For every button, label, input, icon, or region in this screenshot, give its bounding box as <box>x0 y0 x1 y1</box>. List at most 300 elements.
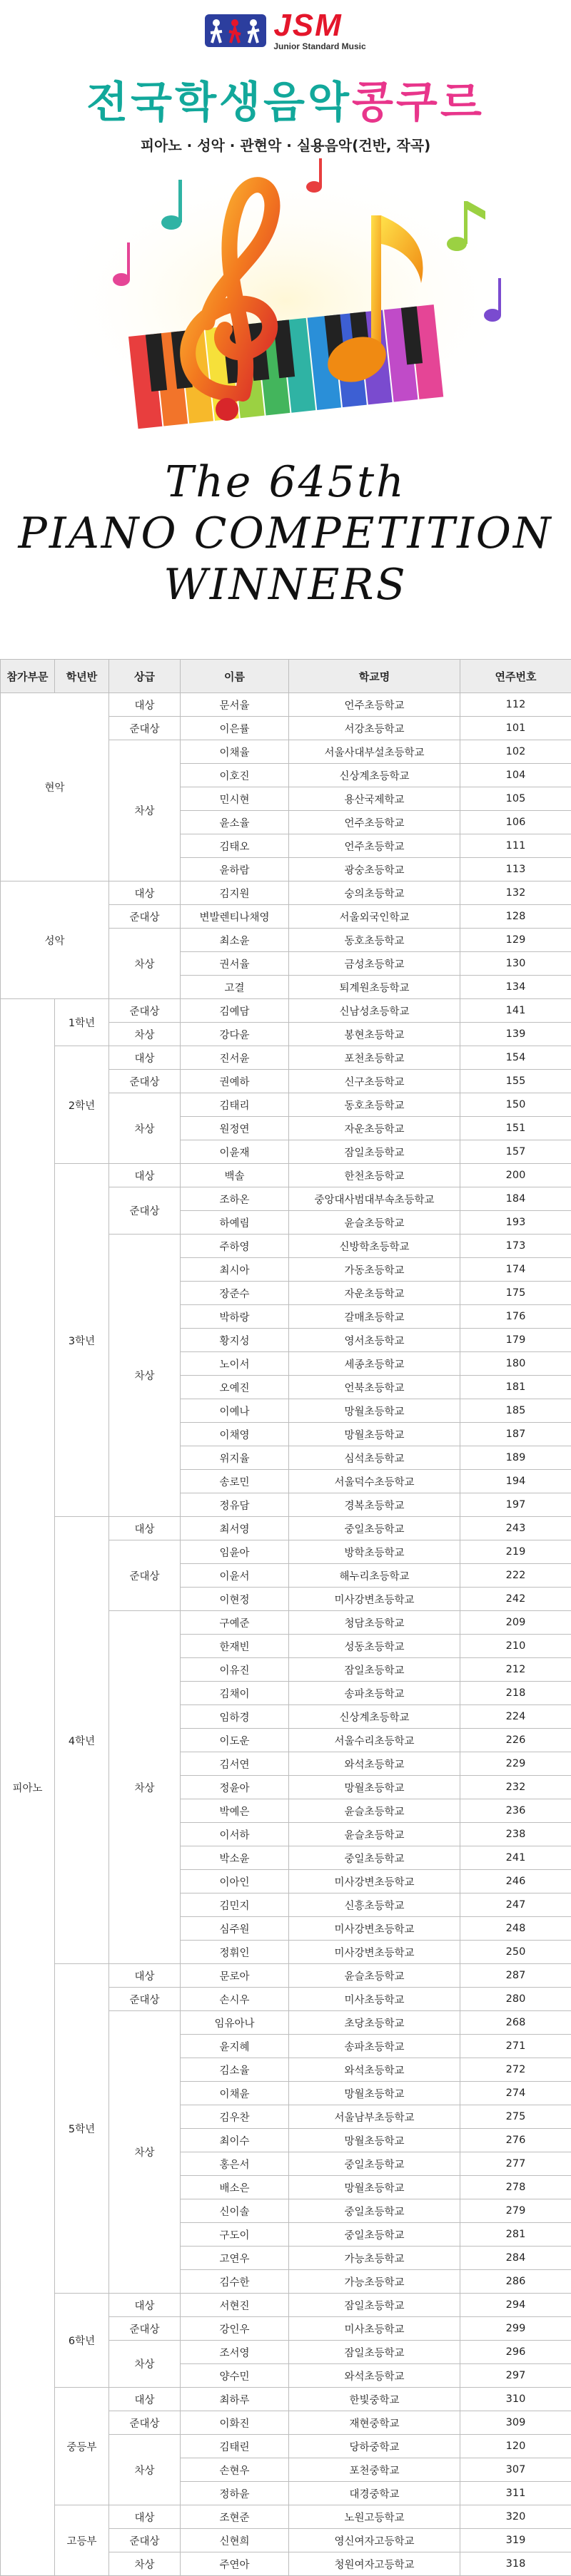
cell-name: 강다윤 <box>181 1023 289 1046</box>
header-school: 학교명 <box>289 660 460 693</box>
table-row <box>1 999 571 1023</box>
cell-name: 강인우 <box>181 2317 289 2341</box>
cell-performance-number: 113 <box>460 858 571 881</box>
cell-name: 고결 <box>181 976 289 999</box>
cell-name: 박하랑 <box>181 1305 289 1329</box>
cell-school: 와석초등학교 <box>289 2364 460 2388</box>
cell-performance-number: 128 <box>460 905 571 929</box>
cell-name: 김소율 <box>181 2058 289 2082</box>
cell-award: 차상 <box>109 2552 181 2576</box>
table-header-row <box>1 660 571 693</box>
cell-performance-number: 250 <box>460 1941 571 1964</box>
cell-performance-number: 297 <box>460 2364 571 2388</box>
cell-school: 미사강변초등학교 <box>289 1870 460 1893</box>
cell-school: 망월초등학교 <box>289 1399 460 1423</box>
cell-name: 정휘인 <box>181 1941 289 1964</box>
cell-performance-number: 278 <box>460 2176 571 2199</box>
cell-award: 차상 <box>109 2341 181 2388</box>
cell-school: 대경중학교 <box>289 2482 460 2505</box>
cell-name: 김태리 <box>181 1093 289 1117</box>
cell-name: 이윤재 <box>181 1140 289 1164</box>
cell-school: 서울외국인학교 <box>289 905 460 929</box>
cell-award: 준대상 <box>109 2317 181 2341</box>
logo <box>0 10 571 51</box>
cell-school: 중일초등학교 <box>289 1846 460 1870</box>
cell-performance-number: 150 <box>460 1093 571 1117</box>
cell-performance-number: 132 <box>460 881 571 905</box>
cell-school: 서울덕수초등학교 <box>289 1470 460 1493</box>
cell-name: 임유아나 <box>181 2011 289 2035</box>
cell-performance-number: 101 <box>460 717 571 740</box>
cell-school: 심석초등학교 <box>289 1446 460 1470</box>
cell-name: 한재빈 <box>181 1635 289 1658</box>
dancers-logo-icon <box>205 14 266 47</box>
cell-award: 준대상 <box>109 2529 181 2552</box>
cell-school: 미사초등학교 <box>289 2317 460 2341</box>
cell-school: 망월초등학교 <box>289 1423 460 1446</box>
cell-school: 윤슬초등학교 <box>289 1799 460 1823</box>
cell-performance-number: 247 <box>460 1893 571 1917</box>
cell-school: 와석초등학교 <box>289 2058 460 2082</box>
cell-performance-number: 194 <box>460 1470 571 1493</box>
cell-performance-number: 185 <box>460 1399 571 1423</box>
cell-name: 김태린 <box>181 2435 289 2458</box>
cell-school: 망월초등학교 <box>289 2176 460 2199</box>
cell-performance-number: 232 <box>460 1776 571 1799</box>
cell-name: 구예준 <box>181 1611 289 1635</box>
table-row <box>1 1164 571 1187</box>
cell-performance-number: 155 <box>460 1070 571 1093</box>
cell-performance-number: 222 <box>460 1564 571 1588</box>
cell-name: 신현희 <box>181 2529 289 2552</box>
cell-school: 청담초등학교 <box>289 1611 460 1635</box>
cell-performance-number: 280 <box>460 1988 571 2011</box>
cell-performance-number: 272 <box>460 2058 571 2082</box>
cell-performance-number: 284 <box>460 2247 571 2270</box>
cell-performance-number: 193 <box>460 1211 571 1235</box>
cell-name: 이도운 <box>181 1729 289 1752</box>
header-name: 이름 <box>181 660 289 693</box>
cell-school: 서강초등학교 <box>289 717 460 740</box>
cell-school: 동호초등학교 <box>289 929 460 952</box>
cell-school: 광숭초등학교 <box>289 858 460 881</box>
cell-school: 경복초등학교 <box>289 1493 460 1517</box>
cell-school: 미사초등학교 <box>289 1988 460 2011</box>
cell-name: 오예진 <box>181 1376 289 1399</box>
cell-performance-number: 281 <box>460 2223 571 2247</box>
cell-performance-number: 212 <box>460 1658 571 1682</box>
cell-performance-number: 139 <box>460 1023 571 1046</box>
english-title <box>0 456 571 610</box>
cell-school: 윤슬초등학교 <box>289 1211 460 1235</box>
cell-award: 대상 <box>109 1046 181 1070</box>
cell-name: 최하루 <box>181 2388 289 2411</box>
cell-performance-number: 226 <box>460 1729 571 1752</box>
cell-school: 봉현초등학교 <box>289 1023 460 1046</box>
cell-performance-number: 181 <box>460 1376 571 1399</box>
cell-performance-number: 277 <box>460 2152 571 2176</box>
cell-school: 잠일초등학교 <box>289 2341 460 2364</box>
cell-name: 장준수 <box>181 1282 289 1305</box>
cell-performance-number: 276 <box>460 2129 571 2152</box>
cell-school: 망월초등학교 <box>289 2082 460 2105</box>
cell-school: 숭의초등학교 <box>289 881 460 905</box>
cell-award: 차상 <box>109 740 181 881</box>
cell-name: 심주원 <box>181 1917 289 1941</box>
cell-name: 이은률 <box>181 717 289 740</box>
cell-school: 자운초등학교 <box>289 1282 460 1305</box>
cell-award: 준대상 <box>109 1540 181 1611</box>
cell-school: 갈매초등학교 <box>289 1305 460 1329</box>
cell-performance-number: 287 <box>460 1964 571 1988</box>
cell-name: 서현진 <box>181 2294 289 2317</box>
cell-school: 언주초등학교 <box>289 834 460 858</box>
cell-performance-number: 104 <box>460 764 571 787</box>
cell-school: 영신여자고등학교 <box>289 2529 460 2552</box>
cell-name: 원정연 <box>181 1117 289 1140</box>
results-table-container <box>0 659 571 2576</box>
header-award: 상급 <box>109 660 181 693</box>
cell-name: 이현정 <box>181 1588 289 1611</box>
cell-performance-number: 134 <box>460 976 571 999</box>
cell-performance-number: 102 <box>460 740 571 764</box>
cell-name: 주하영 <box>181 1235 289 1258</box>
cell-school: 서울남부초등학교 <box>289 2105 460 2129</box>
cell-name: 김민지 <box>181 1893 289 1917</box>
cell-name: 권서율 <box>181 952 289 976</box>
cell-award: 차상 <box>109 1235 181 1517</box>
cell-performance-number: 248 <box>460 1917 571 1941</box>
cell-performance-number: 175 <box>460 1282 571 1305</box>
table-row <box>1 1517 571 1540</box>
cell-name: 김우찬 <box>181 2105 289 2129</box>
cell-award: 준대상 <box>109 717 181 740</box>
cell-award: 대상 <box>109 1517 181 1540</box>
cell-name: 이채영 <box>181 1423 289 1446</box>
english-title-line-2: PIANO COMPETITION <box>0 508 571 559</box>
cell-name: 주연아 <box>181 2552 289 2576</box>
title-part-2: 콩쿠르 <box>352 78 485 128</box>
cell-school: 언주초등학교 <box>289 811 460 834</box>
cell-school: 중일초등학교 <box>289 2223 460 2247</box>
cell-school: 언주초등학교 <box>289 693 460 717</box>
logo-brand: JSM <box>273 10 365 41</box>
cell-school: 잠일초등학교 <box>289 1658 460 1682</box>
cell-grade: 4학년 <box>55 1517 109 1964</box>
cell-school: 포천중학교 <box>289 2458 460 2482</box>
cell-name: 손시우 <box>181 1988 289 2011</box>
cell-grade: 2학년 <box>55 1046 109 1164</box>
cell-name: 윤소율 <box>181 811 289 834</box>
cell-performance-number: 120 <box>460 2435 571 2458</box>
cell-performance-number: 197 <box>460 1493 571 1517</box>
cell-name: 배소은 <box>181 2176 289 2199</box>
cell-name: 이서하 <box>181 1823 289 1846</box>
cell-name: 윤하람 <box>181 858 289 881</box>
cell-school: 미사강변초등학교 <box>289 1917 460 1941</box>
cell-school: 가능초등학교 <box>289 2247 460 2270</box>
cell-performance-number: 229 <box>460 1752 571 1776</box>
cell-school: 중일초등학교 <box>289 2152 460 2176</box>
cell-name: 문로아 <box>181 1964 289 1988</box>
cell-name: 박예은 <box>181 1799 289 1823</box>
cell-performance-number: 299 <box>460 2317 571 2341</box>
cell-name: 김수한 <box>181 2270 289 2294</box>
cell-performance-number: 151 <box>460 1117 571 1140</box>
cell-name: 조하온 <box>181 1187 289 1211</box>
cell-name: 김태오 <box>181 834 289 858</box>
cell-school: 신상계초등학교 <box>289 1705 460 1729</box>
cell-school: 중일초등학교 <box>289 1517 460 1540</box>
cell-performance-number: 271 <box>460 2035 571 2058</box>
cell-school: 가능초등학교 <box>289 2270 460 2294</box>
poster-banner <box>0 0 571 613</box>
cell-performance-number: 309 <box>460 2411 571 2435</box>
cell-name: 박소윤 <box>181 1846 289 1870</box>
cell-name: 임하경 <box>181 1705 289 1729</box>
cell-performance-number: 242 <box>460 1588 571 1611</box>
cell-school: 퇴계원초등학교 <box>289 976 460 999</box>
cell-school: 언북초등학교 <box>289 1376 460 1399</box>
header-grade: 학년반 <box>55 660 109 693</box>
cell-name: 정유담 <box>181 1493 289 1517</box>
cell-award: 준대상 <box>109 2411 181 2435</box>
music-illustration <box>0 158 571 458</box>
cell-performance-number: 241 <box>460 1846 571 1870</box>
cell-name: 손현우 <box>181 2458 289 2482</box>
cell-school: 신방학초등학교 <box>289 1235 460 1258</box>
cell-award: 대상 <box>109 1964 181 1988</box>
cell-performance-number: 246 <box>460 1870 571 1893</box>
cell-grade: 1학년 <box>55 999 109 1046</box>
english-title-line-3: WINNERS <box>0 559 571 610</box>
english-title-line-1: The 645th <box>0 456 571 508</box>
cell-school: 청원여자고등학교 <box>289 2552 460 2576</box>
cell-school: 용산국제학교 <box>289 787 460 811</box>
cell-school: 중앙대사범대부속초등학교 <box>289 1187 460 1211</box>
cell-award: 차상 <box>109 2435 181 2505</box>
cell-name: 이화진 <box>181 2411 289 2435</box>
cell-name: 윤지혜 <box>181 2035 289 2058</box>
cell-name: 이예나 <box>181 1399 289 1423</box>
cell-school: 동호초등학교 <box>289 1093 460 1117</box>
cell-name: 김예담 <box>181 999 289 1023</box>
table-row <box>1 2388 571 2411</box>
cell-school: 서울사대부설초등학교 <box>289 740 460 764</box>
cell-name: 최소윤 <box>181 929 289 952</box>
cell-performance-number: 286 <box>460 2270 571 2294</box>
cell-performance-number: 180 <box>460 1352 571 1376</box>
cell-performance-number: 130 <box>460 952 571 976</box>
cell-school: 윤슬초등학교 <box>289 1964 460 1988</box>
cell-performance-number: 157 <box>460 1140 571 1164</box>
cell-school: 방학초등학교 <box>289 1540 460 1564</box>
cell-performance-number: 209 <box>460 1611 571 1635</box>
cell-award: 차상 <box>109 1611 181 1964</box>
cell-performance-number: 296 <box>460 2341 571 2364</box>
cell-award: 차상 <box>109 1023 181 1046</box>
cell-name: 정윤아 <box>181 1776 289 1799</box>
page-subtitle: 피아노 · 성악 · 관현악 · 실용음악(건반, 작곡) <box>0 134 571 155</box>
cell-name: 양수민 <box>181 2364 289 2388</box>
cell-performance-number: 174 <box>460 1258 571 1282</box>
cell-performance-number: 187 <box>460 1423 571 1446</box>
cell-performance-number: 275 <box>460 2105 571 2129</box>
cell-name: 정하윤 <box>181 2482 289 2505</box>
cell-name: 고연우 <box>181 2247 289 2270</box>
cell-performance-number: 319 <box>460 2529 571 2552</box>
cell-category: 피아노 <box>1 999 55 2576</box>
cell-school: 재현중학교 <box>289 2411 460 2435</box>
cell-name: 조서영 <box>181 2341 289 2364</box>
cell-school: 망월초등학교 <box>289 2129 460 2152</box>
cell-name: 문서율 <box>181 693 289 717</box>
cell-name: 황지성 <box>181 1329 289 1352</box>
cell-award: 대상 <box>109 2294 181 2317</box>
cell-name: 조현준 <box>181 2505 289 2529</box>
cell-name: 위지율 <box>181 1446 289 1470</box>
cell-name: 변발렌티나채영 <box>181 905 289 929</box>
cell-award: 준대상 <box>109 905 181 929</box>
table-row <box>1 881 571 905</box>
cell-school: 신남성초등학교 <box>289 999 460 1023</box>
cell-school: 잠일초등학교 <box>289 1140 460 1164</box>
cell-performance-number: 236 <box>460 1799 571 1823</box>
cell-grade: 3학년 <box>55 1164 109 1517</box>
cell-performance-number: 279 <box>460 2199 571 2223</box>
cell-school: 서울수리초등학교 <box>289 1729 460 1752</box>
cell-performance-number: 112 <box>460 693 571 717</box>
table-row <box>1 2505 571 2529</box>
cell-performance-number: 320 <box>460 2505 571 2529</box>
cell-name: 홍은서 <box>181 2152 289 2176</box>
cell-performance-number: 310 <box>460 2388 571 2411</box>
cell-performance-number: 210 <box>460 1635 571 1658</box>
cell-award: 대상 <box>109 2388 181 2411</box>
cell-name: 이채윤 <box>181 2082 289 2105</box>
cell-grade: 고등부 <box>55 2505 109 2576</box>
header-performance-number: 연주번호 <box>460 660 571 693</box>
cell-performance-number: 238 <box>460 1823 571 1846</box>
cell-grade: 6학년 <box>55 2294 109 2388</box>
cell-award: 차상 <box>109 929 181 999</box>
cell-school: 송파초등학교 <box>289 1682 460 1705</box>
cell-name: 최서영 <box>181 1517 289 1540</box>
cell-name: 신이솔 <box>181 2199 289 2223</box>
cell-name: 김채이 <box>181 1682 289 1705</box>
cell-school: 당하중학교 <box>289 2435 460 2458</box>
cell-performance-number: 189 <box>460 1446 571 1470</box>
cell-name: 김지원 <box>181 881 289 905</box>
cell-performance-number: 224 <box>460 1705 571 1729</box>
cell-award: 준대상 <box>109 1070 181 1093</box>
cell-award: 대상 <box>109 693 181 717</box>
cell-school: 윤슬초등학교 <box>289 1823 460 1846</box>
cell-performance-number: 243 <box>460 1517 571 1540</box>
table-body <box>1 693 571 2576</box>
cell-school: 미사강변초등학교 <box>289 1941 460 1964</box>
cell-name: 이호진 <box>181 764 289 787</box>
cell-school: 송파초등학교 <box>289 2035 460 2058</box>
cell-school: 한빛중학교 <box>289 2388 460 2411</box>
cell-name: 이유진 <box>181 1658 289 1682</box>
cell-name: 이채율 <box>181 740 289 764</box>
cell-school: 신흥초등학교 <box>289 1893 460 1917</box>
cell-award: 대상 <box>109 1164 181 1187</box>
cell-award: 차상 <box>109 2011 181 2294</box>
cell-name: 노이서 <box>181 1352 289 1376</box>
cell-performance-number: 176 <box>460 1305 571 1329</box>
cell-performance-number: 129 <box>460 929 571 952</box>
table-row <box>1 1046 571 1070</box>
cell-name: 권예하 <box>181 1070 289 1093</box>
cell-performance-number: 219 <box>460 1540 571 1564</box>
cell-performance-number: 294 <box>460 2294 571 2317</box>
cell-performance-number: 141 <box>460 999 571 1023</box>
cell-name: 김서연 <box>181 1752 289 1776</box>
cell-award: 대상 <box>109 881 181 905</box>
header-category: 참가부문 <box>1 660 55 693</box>
cell-school: 포천초등학교 <box>289 1046 460 1070</box>
cell-school: 노원고등학교 <box>289 2505 460 2529</box>
cell-performance-number: 184 <box>460 1187 571 1211</box>
cell-school: 자운초등학교 <box>289 1117 460 1140</box>
cell-school: 성동초등학교 <box>289 1635 460 1658</box>
cell-performance-number: 173 <box>460 1235 571 1258</box>
cell-school: 와석초등학교 <box>289 1752 460 1776</box>
cell-award: 준대상 <box>109 1187 181 1235</box>
cell-award: 준대상 <box>109 1988 181 2011</box>
cell-performance-number: 111 <box>460 834 571 858</box>
page-title <box>0 68 571 130</box>
cell-name: 송로민 <box>181 1470 289 1493</box>
cell-school: 잠일초등학교 <box>289 2294 460 2317</box>
cell-school: 세종초등학교 <box>289 1352 460 1376</box>
cell-performance-number: 311 <box>460 2482 571 2505</box>
cell-category: 성악 <box>1 881 109 999</box>
cell-performance-number: 307 <box>460 2458 571 2482</box>
cell-name: 이아인 <box>181 1870 289 1893</box>
cell-performance-number: 105 <box>460 787 571 811</box>
cell-performance-number: 200 <box>460 1164 571 1187</box>
table-row <box>1 693 571 717</box>
cell-performance-number: 274 <box>460 2082 571 2105</box>
cell-performance-number: 154 <box>460 1046 571 1070</box>
cell-name: 최이수 <box>181 2129 289 2152</box>
cell-school: 중일초등학교 <box>289 2199 460 2223</box>
cell-school: 초당초등학교 <box>289 2011 460 2035</box>
cell-school: 미사강변초등학교 <box>289 1588 460 1611</box>
cell-award: 준대상 <box>109 999 181 1023</box>
cell-school: 해누리초등학교 <box>289 1564 460 1588</box>
cell-name: 하예림 <box>181 1211 289 1235</box>
cell-performance-number: 179 <box>460 1329 571 1352</box>
cell-grade: 5학년 <box>55 1964 109 2294</box>
cell-school: 한천초등학교 <box>289 1164 460 1187</box>
cell-performance-number: 106 <box>460 811 571 834</box>
cell-name: 구도이 <box>181 2223 289 2247</box>
cell-school: 신구초등학교 <box>289 1070 460 1093</box>
cell-school: 신상계초등학교 <box>289 764 460 787</box>
cell-school: 망월초등학교 <box>289 1776 460 1799</box>
table-row <box>1 2294 571 2317</box>
cell-name: 최시아 <box>181 1258 289 1282</box>
title-part-1: 전국학생음악 <box>86 78 352 128</box>
cell-award: 차상 <box>109 1093 181 1164</box>
cell-school: 가동초등학교 <box>289 1258 460 1282</box>
cell-name: 백솔 <box>181 1164 289 1187</box>
cell-performance-number: 218 <box>460 1682 571 1705</box>
